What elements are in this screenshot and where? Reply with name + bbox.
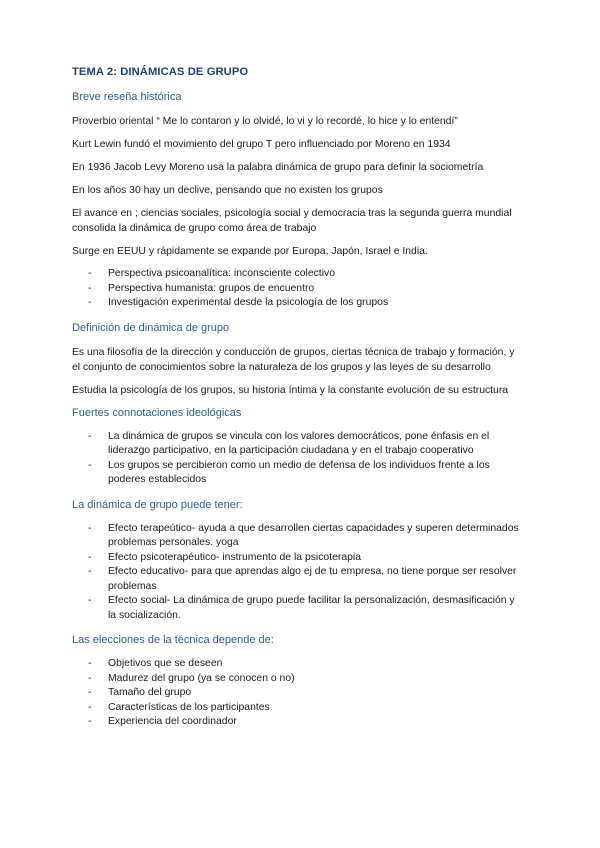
paragraph: Kurt Lewin fundó el movimiento del grupo T pero influenciado por Moreno en 1934 [72, 139, 451, 150]
document-page [72, 66, 522, 740]
paragraph: Es una filosofía de la dirección y conducción de grupos, ciertas técnica de trabajo y formación, y el conjunto de conocimientos sobre la naturaleza de los grupos y las leyes de su desarrollo [72, 346, 515, 373]
list-item: - Tamaño del grupo [88, 686, 522, 701]
document-title: TEMA 2: DINÁMICAS DE GRUPO [72, 66, 249, 78]
bullet-list-efectos [88, 522, 522, 624]
section-heading-efectos: La dinámica de grupo puede tener: [72, 498, 243, 511]
list-item: - La dinámica de grupos se vincula con los valores democráticos, pone énfasis en el liderazgo participativo, en la participación ciudadana y en el trabajo cooperativo [88, 430, 522, 459]
list-item: - Características de los participantes [88, 701, 522, 716]
list-item: - Investigación experimental desde la psicología de los grupos [88, 296, 522, 311]
paragraph: Proverbio oriental “ Me lo contaron y lo olvidé, lo vi y lo recordé, lo hice y lo entendí” [72, 116, 458, 127]
list-item: - Madurez del grupo (ya se conocen o no) [88, 672, 522, 687]
section-heading-resena: Breve reseña histórica [72, 91, 182, 103]
list-item: - Perspectiva psicoanalítica: inconsciente colectivo [88, 267, 522, 282]
paragraph: Surge en EEUU y rápidamente se expande por Europa, Japón, Israel e India. [72, 246, 428, 257]
paragraph: En 1936 Jacob Levy Moreno usa la palabra dinámica de grupo para definir la sociometría [72, 162, 484, 173]
paragraph: El avance en ; ciencias sociales, psicología social y democracia tras la segunda guerra mundial consolida la dinámica de grupo como área de trabajo [72, 208, 512, 234]
list-item: - Efecto social- La dinámica de grupo puede facilitar la personalización, desmasificación y la socialización. [88, 594, 522, 623]
bullet-list-elecciones [88, 657, 522, 730]
section-heading-elecciones: Las elecciones de la técnica depende de: [72, 634, 274, 646]
list-item: - Efecto terapeútico- ayuda a que desarrollen ciertas capacidades y superen determinados problemas personales. yoga [88, 522, 522, 551]
list-item: - Experiencia del coordinador [88, 715, 522, 730]
paragraph: Estudia la psicología de los grupos, su historia íntima y la constante evolución de su estructura [72, 384, 509, 396]
section-heading-definicion: Definición de dinámica de grupo [72, 321, 230, 334]
list-item: - Efecto educativo- para que aprendas algo ej de tu empresa, no tiene porque ser resolver problemas [88, 565, 522, 594]
list-item: - Los grupos se percibieron como un medio de defensa de los individuos frente a los poderes establecidos [88, 459, 522, 488]
list-item: - Perspectiva humanista: grupos de encuentro [88, 282, 522, 297]
section-heading-connotaciones: Fuertes connotaciones ideológicas [72, 406, 242, 419]
bullet-list-perspectivas [88, 267, 522, 311]
paragraph: En los años 30 hay un declive, pensando que no existen los grupos [72, 185, 383, 196]
list-item: - Objetivos que se deseen [88, 657, 522, 672]
bullet-list-connotaciones [88, 430, 522, 488]
list-item: - Efecto psicoterapéutico- instrumento de la psicoterapia [88, 551, 522, 566]
